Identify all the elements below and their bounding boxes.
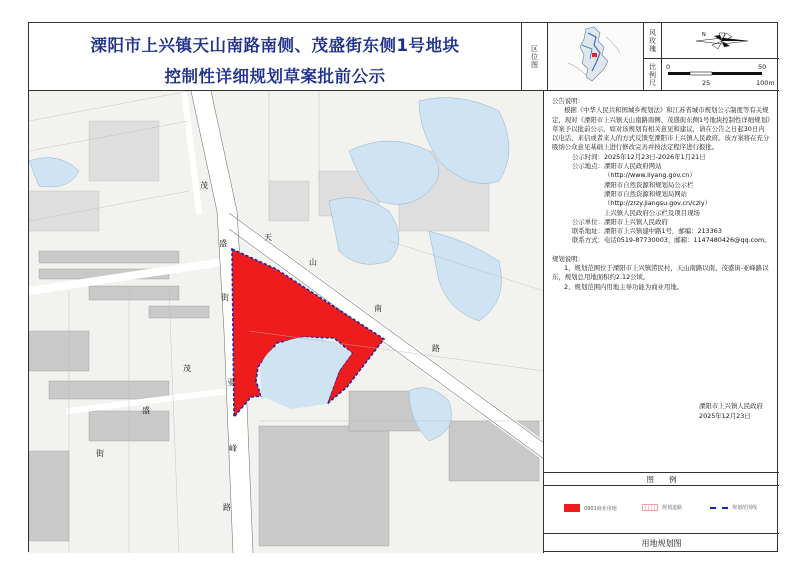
scale-tick-25: 25 bbox=[702, 79, 711, 87]
wind-label-cell bbox=[644, 23, 662, 59]
notice-place: 公示地点：溧阳市人民政府网站 bbox=[572, 162, 662, 171]
legend-swatch-boundary bbox=[710, 507, 728, 509]
location-marker bbox=[592, 53, 597, 57]
drawing-name: 用地规划图 bbox=[641, 539, 682, 548]
legend-item-commercial bbox=[564, 504, 617, 512]
wind-label: 风玫瑰 bbox=[648, 28, 657, 53]
wind-rose bbox=[662, 23, 779, 59]
legend-swatch-road bbox=[642, 504, 658, 511]
page-title-line1: 溧阳市上兴镇天山南路南侧、茂盛街东侧1号地块 bbox=[90, 36, 460, 55]
land-use-map bbox=[29, 91, 544, 553]
scale-tick-0: 0 bbox=[666, 63, 671, 71]
notice-heading: 公告说明： bbox=[552, 97, 584, 105]
legend bbox=[544, 486, 779, 534]
drawing-frame bbox=[28, 22, 778, 552]
location-map-graphic bbox=[548, 23, 644, 91]
scale-tick-50: 50 bbox=[758, 63, 767, 71]
notice-contact: 联系方式：电话0519-87730003，邮箱：1147480426@qq.com。 bbox=[572, 236, 771, 245]
scale-label: 比例尺 bbox=[648, 62, 657, 87]
location-label: 区位图 bbox=[530, 44, 539, 69]
wind-rose-graphic bbox=[662, 23, 779, 59]
plan-item-1: 1、规划范围位于溧阳市上兴镇涝民村，天山南路以南、茂盛街-亚峰路以东，规划总用地面积约2.12公顷。 bbox=[552, 264, 769, 282]
legend-label-commercial: 0901商业用地 bbox=[584, 505, 617, 512]
plan-heading: 规划说明： bbox=[552, 254, 584, 263]
title-block bbox=[29, 23, 522, 91]
road-label-tianshan-1: 天 bbox=[264, 233, 272, 242]
legend-item-road bbox=[642, 504, 682, 511]
road-label-maosheng-5: 盛 bbox=[142, 406, 150, 415]
location-label-cell bbox=[522, 23, 548, 91]
road-label-tianshan-4: 路 bbox=[432, 344, 440, 353]
scale-bar bbox=[662, 59, 779, 91]
road-label-maosheng-1: 茂 bbox=[200, 181, 208, 190]
svg-text:N: N bbox=[702, 32, 706, 38]
notice-place-line-3: 溧阳市自然资源和规划局网站 bbox=[604, 189, 688, 198]
plan-item-2: 2、规划范围内用地主导功能为商业用地。 bbox=[564, 282, 684, 291]
map-canvas bbox=[29, 91, 544, 553]
notice-time: 公示时间：2025年12月23日-2026年1月21日 bbox=[572, 152, 706, 161]
road-label-maosheng-3: 街 bbox=[221, 293, 229, 302]
page-title-line2: 控制性详细规划草案批前公示 bbox=[164, 67, 386, 86]
notice-intro: 根据《中华人民共和国城乡规划法》和江苏省城市规划公示制度等有关规定，现对《溧阳市上兴镇天山南路南侧、茂盛街东侧1号地块控制性详细规划》草案予以批前公示，如对该规划有相关意见和建议，请在公告之日起30日内以电话、来信或者来人的方式反馈至溧阳市上兴镇人民政府。该方案将在充分吸纳公众意见基础上进行修改完善并按法定程序进行报批。 bbox=[552, 106, 771, 152]
road-label-yafeng-1: 亚 bbox=[227, 378, 235, 387]
road-label-yafeng-2: 峰 bbox=[229, 444, 237, 453]
legend-label-boundary: 规划范围线 bbox=[732, 505, 758, 511]
road-label-maosheng-6: 街 bbox=[96, 449, 104, 458]
road-label-maosheng-4: 茂 bbox=[183, 364, 191, 373]
signature-date: 2025年12月23日 bbox=[699, 412, 751, 420]
notice-unit: 公示单位：溧阳市上兴镇人民政府 bbox=[572, 217, 668, 226]
road-label-tianshan-3: 南 bbox=[374, 304, 382, 313]
scale-label-cell bbox=[644, 59, 662, 91]
signature-org: 溧阳市上兴镇人民政府 bbox=[699, 402, 763, 410]
location-map bbox=[548, 23, 644, 91]
notice-place-line-2: 溧阳市自然资源和规划局公示栏 bbox=[604, 180, 694, 189]
legend-item-boundary bbox=[710, 504, 757, 511]
notice-address: 联系地址：溧阳市上兴镇建中路1号，邮编：213363 bbox=[572, 227, 722, 236]
notice-place-line-5: 上兴镇人民政府公示栏及项目现场 bbox=[604, 208, 700, 217]
notice-place-line-1: （http://www.liyang.gov.cn） bbox=[604, 171, 696, 180]
legend-title: 图 例 bbox=[544, 473, 779, 486]
notice-panel bbox=[544, 91, 779, 473]
notice-place-line-4: （http://zrzy.jiangsu.gov.cn/czly） bbox=[604, 199, 712, 208]
road-label-tianshan-2: 山 bbox=[309, 258, 317, 267]
road-label-maosheng-2: 盛 bbox=[219, 239, 227, 248]
scale-tick-100m: 100m bbox=[756, 79, 775, 87]
legend-swatch-commercial bbox=[564, 504, 580, 512]
road-label-yafeng-3: 路 bbox=[223, 503, 231, 512]
legend-label-road: 规划道路 bbox=[662, 505, 683, 511]
